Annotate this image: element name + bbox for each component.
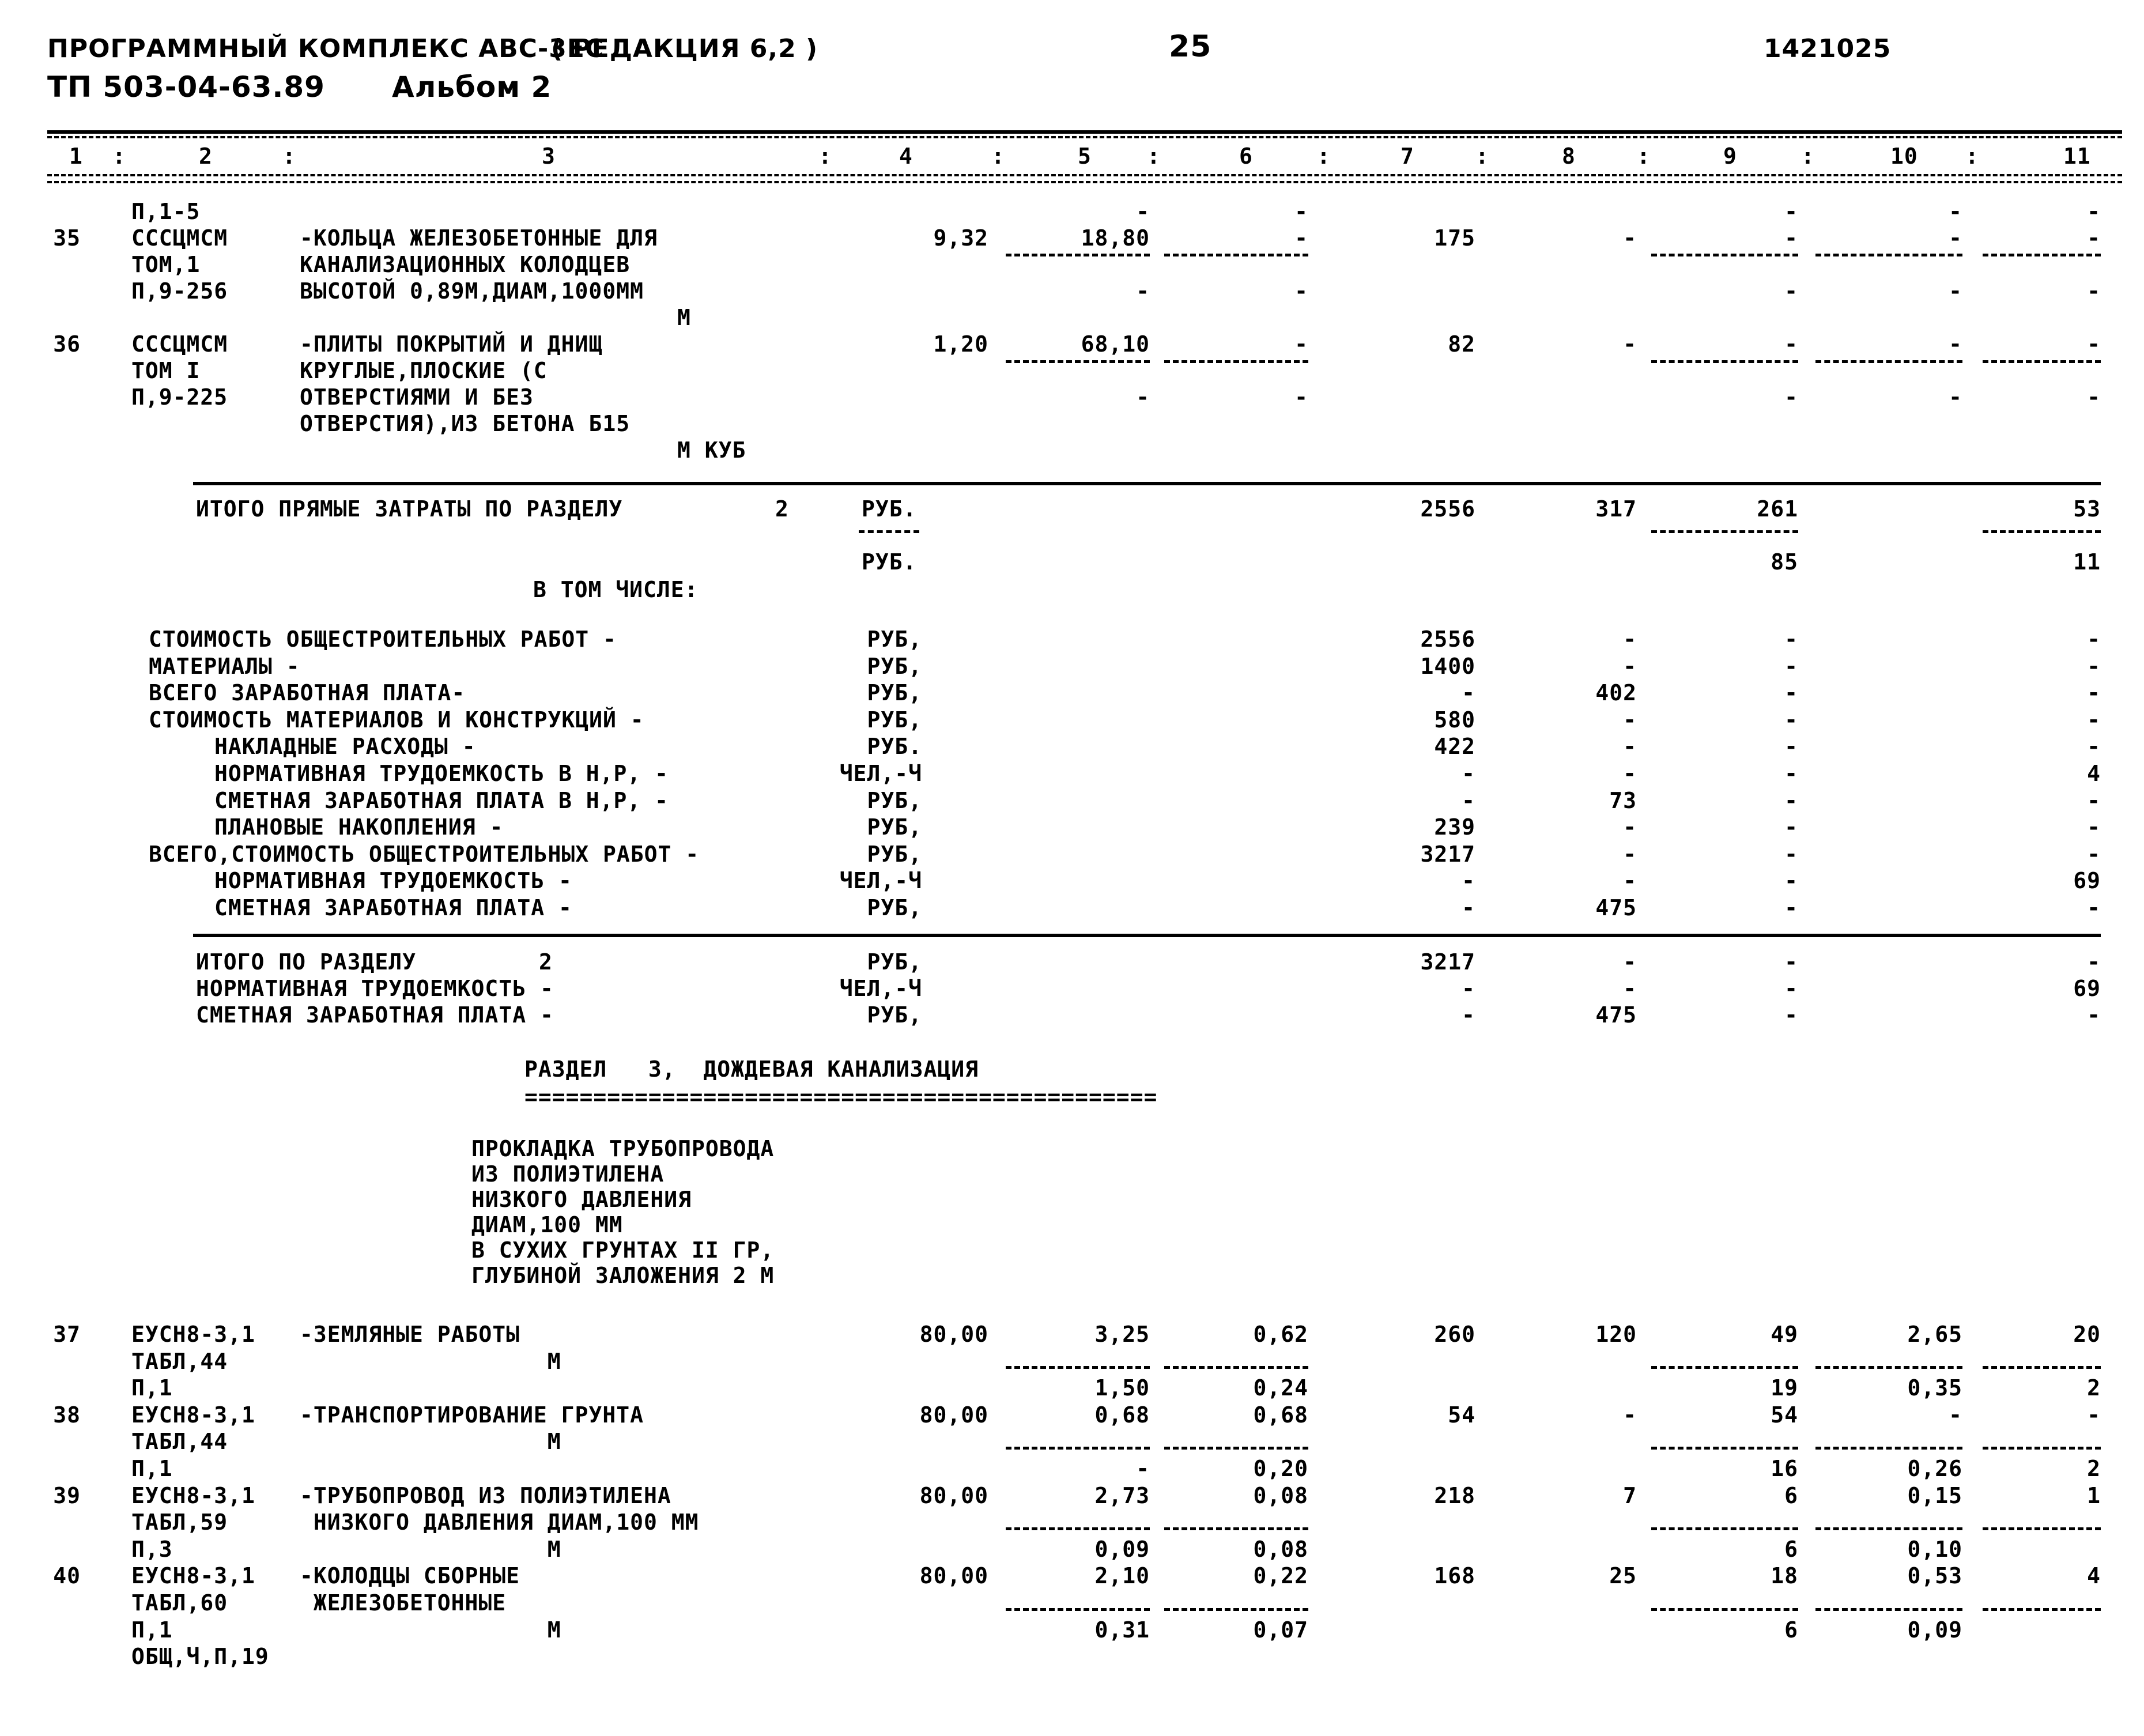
value-c5: 0,68 xyxy=(1094,1402,1150,1428)
item-description: М КУБ xyxy=(677,437,746,463)
item-description: М xyxy=(300,1429,561,1455)
value-c7: 168 xyxy=(1434,1563,1475,1589)
value-c5: 18,80 xyxy=(1081,225,1150,251)
item-code: СССЦМСМ xyxy=(131,331,228,357)
section-total-label: НОРМАТИВНАЯ ТРУДОЕМКОСТЬ - xyxy=(196,976,554,1001)
section-total-number: 2 xyxy=(539,949,553,975)
summary-unit: ЧЕЛ,-Ч xyxy=(839,868,922,894)
item-description: ЖЕЛЕЗОБЕТОННЫЕ xyxy=(300,1590,507,1616)
value-c10: - xyxy=(1949,331,1962,357)
value-c9: 19 xyxy=(1771,1375,1798,1401)
value-c10: - xyxy=(1949,384,1962,410)
totals-direct-unit2: РУБ. xyxy=(862,549,917,575)
separator-line xyxy=(1815,254,1962,256)
summary-c9: - xyxy=(1784,627,1798,652)
summary-c8: 475 xyxy=(1595,895,1637,920)
item-description: М xyxy=(300,1348,561,1374)
value-c10: - xyxy=(1949,225,1962,251)
value-c6: 0,20 xyxy=(1253,1456,1308,1481)
column-separator: : xyxy=(1317,144,1331,169)
value-c6: 0,08 xyxy=(1253,1536,1308,1562)
section-3-description: ГЛУБИНОЙ ЗАЛОЖЕНИЯ 2 М xyxy=(471,1263,775,1288)
value-c8: - xyxy=(1623,1402,1637,1428)
item-description: ВЫСОТОЙ 0,89М,ДИАМ,1000ММ xyxy=(300,278,644,304)
totals-direct-unit: РУБ. xyxy=(862,496,917,522)
value-c10: 0,53 xyxy=(1907,1563,1962,1589)
value-c11: - xyxy=(2087,199,2101,224)
summary-c11: - xyxy=(2087,814,2101,840)
separator-line xyxy=(1983,360,2101,363)
value-c11: - xyxy=(2087,331,2101,357)
totals-direct-c7: 2556 xyxy=(1420,496,1475,522)
column-header-9: 9 xyxy=(1723,144,1737,169)
section-total-label: СМЕТНАЯ ЗАРАБОТНАЯ ПЛАТА - xyxy=(196,1002,554,1028)
summary-unit: РУБ, xyxy=(867,895,922,920)
summary-c7: - xyxy=(1462,680,1475,706)
value-c4: 1,20 xyxy=(933,331,988,357)
item-description: -ПЛИТЫ ПОКРЫТИЙ И ДНИЩ xyxy=(300,331,603,357)
value-c10: 0,09 xyxy=(1907,1617,1962,1643)
value-c9: 18 xyxy=(1771,1563,1798,1589)
value-c10: 0,26 xyxy=(1907,1456,1962,1481)
item-description: ОТВЕРСТИЯ),ИЗ БЕТОНА Б15 xyxy=(300,411,631,436)
summary-label: НОРМАТИВНАЯ ТРУДОЕМКОСТЬ В Н,Р, - xyxy=(214,761,669,786)
summary-label: ВСЕГО,СТОИМОСТЬ ОБЩЕСТРОИТЕЛЬНЫХ РАБОТ - xyxy=(149,841,700,867)
value-c7: 218 xyxy=(1434,1482,1475,1508)
value-c6: 0,07 xyxy=(1253,1617,1308,1643)
column-separator: : xyxy=(991,144,1005,169)
summary-c7: 3217 xyxy=(1420,841,1475,867)
value-c7: 82 xyxy=(1448,331,1475,357)
header-rule-bottom-2 xyxy=(47,181,2122,183)
separator-line xyxy=(1983,254,2101,256)
column-header-5: 5 xyxy=(1078,144,1092,169)
summary-c9: - xyxy=(1784,895,1798,920)
item-description: -ТРУБОПРОВОД ИЗ ПОЛИЭТИЛЕНА xyxy=(300,1482,671,1508)
value-c11: - xyxy=(2087,384,2101,410)
separator-line xyxy=(1983,1527,2101,1530)
column-header-11: 11 xyxy=(2063,144,2091,169)
item-description: М xyxy=(300,1617,561,1643)
value-c9: 6 xyxy=(1784,1536,1798,1562)
value-c10: 0,35 xyxy=(1907,1375,1962,1401)
value-c5: 1,50 xyxy=(1094,1375,1150,1401)
section-total-unit: ЧЕЛ,-Ч xyxy=(839,976,922,1001)
section-3-description: НИЗКОГО ДАВЛЕНИЯ xyxy=(471,1187,692,1212)
summary-c8: - xyxy=(1623,627,1637,652)
value-c5: 68,10 xyxy=(1081,331,1150,357)
project-number: ТП 503-04-63.89 xyxy=(47,70,325,104)
item-code: ТАБЛ,44 xyxy=(131,1348,228,1374)
value-c9: 16 xyxy=(1771,1456,1798,1481)
totals-direct-c9b: 85 xyxy=(1771,549,1798,575)
summary-c11: - xyxy=(2087,841,2101,867)
value-c7: 54 xyxy=(1448,1402,1475,1428)
program-title: ПРОГРАММНЫЙ КОМПЛЕКС АВС-3ЕС xyxy=(47,34,605,63)
summary-c7: 580 xyxy=(1434,707,1475,733)
section-total-c7: - xyxy=(1462,976,1475,1001)
value-c11: - xyxy=(2087,225,2101,251)
item-description: НИЗКОГО ДАВЛЕНИЯ ДИАМ,100 ММ xyxy=(300,1509,699,1535)
separator-line xyxy=(859,530,919,533)
separator-line xyxy=(1164,1366,1308,1369)
section-total-c9: - xyxy=(1784,976,1798,1001)
header-rule-bottom xyxy=(47,174,2122,176)
summary-c7: 239 xyxy=(1434,814,1475,840)
value-c6: - xyxy=(1294,199,1308,224)
value-c11: 2 xyxy=(2087,1456,2101,1481)
section-total-c7: - xyxy=(1462,1002,1475,1028)
separator-line xyxy=(1651,360,1798,363)
section-3-description: ИЗ ПОЛИЭТИЛЕНА xyxy=(471,1161,665,1187)
summary-c9: - xyxy=(1784,653,1798,679)
totals-direct-c11: 53 xyxy=(2073,496,2101,522)
section-total-label: ИТОГО ПО РАЗДЕЛУ xyxy=(196,949,417,975)
separator-line xyxy=(1815,1366,1962,1369)
summary-unit: РУБ, xyxy=(867,707,922,733)
column-header-10: 10 xyxy=(1890,144,1918,169)
summary-c8: - xyxy=(1623,707,1637,733)
item-code: ЕУСН8-3,1 xyxy=(131,1402,255,1428)
totals-direct-c8: 317 xyxy=(1595,496,1637,522)
separator-line xyxy=(1651,1447,1798,1450)
item-description: ОТВЕРСТИЯМИ И БЕЗ xyxy=(300,384,534,410)
column-separator: : xyxy=(1475,144,1489,169)
summary-c8: 402 xyxy=(1595,680,1637,706)
section-total-c11: - xyxy=(2087,1002,2101,1028)
value-c4: 80,00 xyxy=(919,1482,988,1508)
column-separator: : xyxy=(1801,144,1815,169)
summary-c11: - xyxy=(2087,680,2101,706)
item-description: КАНАЛИЗАЦИОННЫХ КОЛОДЦЕВ xyxy=(300,252,631,277)
item-code: П,9-225 xyxy=(131,384,228,410)
summary-unit: РУБ, xyxy=(867,627,922,652)
item-code: П,9-256 xyxy=(131,278,228,304)
header-rule-top-2 xyxy=(47,136,2122,138)
value-c4: 80,00 xyxy=(919,1322,988,1347)
summary-unit: РУБ, xyxy=(867,814,922,840)
value-c6: 0,68 xyxy=(1253,1402,1308,1428)
summary-c7: - xyxy=(1462,895,1475,920)
separator-line xyxy=(1651,1608,1798,1611)
separator-line xyxy=(1815,1608,1962,1611)
separator-line xyxy=(1006,1447,1150,1450)
totals-direct-section: 2 xyxy=(775,496,789,522)
value-c9: - xyxy=(1784,384,1798,410)
item-code: П,1 xyxy=(131,1375,173,1401)
summary-c11: 4 xyxy=(2087,761,2101,786)
summary-label: МАТЕРИАЛЫ - xyxy=(149,653,300,679)
summary-c11: - xyxy=(2087,653,2101,679)
summary-c8: - xyxy=(1623,761,1637,786)
summary-c9: - xyxy=(1784,841,1798,867)
summary-c11: - xyxy=(2087,734,2101,760)
separator-line xyxy=(1983,1447,2101,1450)
totals-direct-c11b: 11 xyxy=(2073,549,2101,575)
summary-c9: - xyxy=(1784,814,1798,840)
summary-c9: - xyxy=(1784,734,1798,760)
summary-label: СМЕТНАЯ ЗАРАБОТНАЯ ПЛАТА В Н,Р, - xyxy=(214,787,669,813)
separator-line xyxy=(1983,1608,2101,1611)
item-description: -КОЛОДЦЫ СБОРНЫЕ xyxy=(300,1563,520,1589)
section-3-description: ДИАМ,100 ММ xyxy=(471,1212,623,1237)
separator-line xyxy=(1006,1366,1150,1369)
summary-c7: 1400 xyxy=(1420,653,1475,679)
separator-line xyxy=(1006,254,1150,256)
item-code: П,1-5 xyxy=(131,199,201,224)
item-number: 37 xyxy=(53,1322,81,1347)
section-total-c11: - xyxy=(2087,949,2101,975)
value-c4: 9,32 xyxy=(933,225,988,251)
item-code: СССЦМСМ xyxy=(131,225,228,251)
separator-line xyxy=(1815,360,1962,363)
value-c5: 2,73 xyxy=(1094,1482,1150,1508)
item-code: ТОМ,1 xyxy=(131,252,201,277)
separator-line xyxy=(1983,530,2101,533)
item-code: ЕУСН8-3,1 xyxy=(131,1322,255,1347)
separator-line xyxy=(1651,530,1798,533)
section-total-c8: 475 xyxy=(1595,1002,1637,1028)
value-c6: 0,62 xyxy=(1253,1322,1308,1347)
summary-label: СТОИМОСТЬ МАТЕРИАЛОВ И КОНСТРУКЦИЙ - xyxy=(149,707,644,733)
separator-line xyxy=(1983,1366,2101,1369)
section-total-c8: - xyxy=(1623,976,1637,1001)
summary-c11: - xyxy=(2087,895,2101,920)
separator-line xyxy=(1164,1527,1308,1530)
summary-c8: - xyxy=(1623,653,1637,679)
separator-line xyxy=(1006,360,1150,363)
section-3-title: РАЗДЕЛ 3, ДОЖДЕВАЯ КАНАЛИЗАЦИЯ xyxy=(524,1056,979,1082)
summary-unit: РУБ, xyxy=(867,841,922,867)
album-label: Альбом 2 xyxy=(392,70,552,104)
value-c11: - xyxy=(2087,1402,2101,1428)
item-number: 40 xyxy=(53,1563,81,1589)
summary-unit: РУБ. xyxy=(867,734,922,760)
value-c10: 0,15 xyxy=(1907,1482,1962,1508)
section-total-c7: 3217 xyxy=(1420,949,1475,975)
separator-line xyxy=(1164,254,1308,256)
summary-c8: - xyxy=(1623,814,1637,840)
summary-c8: - xyxy=(1623,868,1637,894)
column-separator: : xyxy=(1965,144,1979,169)
value-c7: 260 xyxy=(1434,1322,1475,1347)
value-c11: 4 xyxy=(2087,1563,2101,1589)
item-number: 38 xyxy=(53,1402,81,1428)
value-c5: - xyxy=(1136,199,1150,224)
summary-c11: - xyxy=(2087,787,2101,813)
column-header-8: 8 xyxy=(1562,144,1576,169)
summary-c11: 69 xyxy=(2073,868,2101,894)
summary-label: СТОИМОСТЬ ОБЩЕСТРОИТЕЛЬНЫХ РАБОТ - xyxy=(149,627,617,652)
including-label: В ТОМ ЧИСЛЕ: xyxy=(533,577,699,602)
column-separator: : xyxy=(112,144,126,169)
summary-label: НОРМАТИВНАЯ ТРУДОЕМКОСТЬ - xyxy=(214,868,572,894)
item-description: -КОЛЬЦА ЖЕЛЕЗОБЕТОННЫЕ ДЛЯ xyxy=(300,225,658,251)
section-total-unit: РУБ, xyxy=(867,949,922,975)
item-code: П,1 xyxy=(131,1456,173,1481)
item-code: ТОМ I xyxy=(131,358,201,383)
summary-c11: - xyxy=(2087,627,2101,652)
value-c9: 54 xyxy=(1771,1402,1798,1428)
value-c9: - xyxy=(1784,225,1798,251)
column-header-3: 3 xyxy=(542,144,556,169)
value-c8: - xyxy=(1623,331,1637,357)
value-c10: - xyxy=(1949,199,1962,224)
value-c10: 2,65 xyxy=(1907,1322,1962,1347)
summary-c7: 2556 xyxy=(1420,627,1475,652)
item-code: ЕУСН8-3,1 xyxy=(131,1482,255,1508)
summary-c8: - xyxy=(1623,734,1637,760)
value-c9: - xyxy=(1784,278,1798,304)
value-c6: 0,22 xyxy=(1253,1563,1308,1589)
summary-label: НАКЛАДНЫЕ РАСХОДЫ - xyxy=(214,734,476,760)
summary-c9: - xyxy=(1784,761,1798,786)
section-3-description: В СУХИХ ГРУНТАХ II ГР, xyxy=(471,1237,775,1263)
value-c5: - xyxy=(1136,278,1150,304)
value-c11: - xyxy=(2087,278,2101,304)
separator-line xyxy=(1006,1608,1150,1611)
item-code: ТАБЛ,59 xyxy=(131,1509,228,1535)
summary-c9: - xyxy=(1784,787,1798,813)
document-code: 1421025 xyxy=(1764,34,1892,63)
item-number: 36 xyxy=(53,331,81,357)
summary-c8: 73 xyxy=(1609,787,1637,813)
section-totals-rule xyxy=(193,934,2101,937)
summary-c7: - xyxy=(1462,761,1475,786)
item-number: 39 xyxy=(53,1482,81,1508)
summary-label: ВСЕГО ЗАРАБОТНАЯ ПЛАТА- xyxy=(149,680,466,706)
item-code: ТАБЛ,60 xyxy=(131,1590,228,1616)
value-c5: 0,31 xyxy=(1094,1617,1150,1643)
section-3-underline: ============================================== xyxy=(524,1084,1158,1109)
value-c6: - xyxy=(1294,331,1308,357)
summary-unit: РУБ, xyxy=(867,653,922,679)
summary-unit: ЧЕЛ,-Ч xyxy=(839,761,922,786)
item-description: -ЗЕМЛЯНЫЕ РАБОТЫ xyxy=(300,1322,520,1347)
value-c11: 20 xyxy=(2073,1322,2101,1347)
value-c11: 2 xyxy=(2087,1375,2101,1401)
summary-unit: РУБ, xyxy=(867,680,922,706)
summary-unit: РУБ, xyxy=(867,787,922,813)
summary-c11: - xyxy=(2087,707,2101,733)
value-c5: - xyxy=(1136,384,1150,410)
value-c8: 25 xyxy=(1609,1563,1637,1589)
item-description: -ТРАНСПОРТИРОВАНИЕ ГРУНТА xyxy=(300,1402,644,1428)
summary-label: СМЕТНАЯ ЗАРАБОТНАЯ ПЛАТА - xyxy=(214,895,572,920)
column-header-1: 1 xyxy=(69,144,83,169)
column-header-2: 2 xyxy=(199,144,213,169)
separator-line xyxy=(1815,1527,1962,1530)
separator-line xyxy=(1164,1608,1308,1611)
item-number: 35 xyxy=(53,225,81,251)
summary-c9: - xyxy=(1784,707,1798,733)
value-c4: 80,00 xyxy=(919,1563,988,1589)
section-total-c11: 69 xyxy=(2073,976,2101,1001)
page-number: 25 xyxy=(1169,29,1212,64)
summary-c7: 422 xyxy=(1434,734,1475,760)
value-c6: - xyxy=(1294,384,1308,410)
value-c9: 6 xyxy=(1784,1482,1798,1508)
column-separator: : xyxy=(1637,144,1651,169)
item-description: М xyxy=(677,305,691,330)
summary-c8: - xyxy=(1623,841,1637,867)
value-c5: - xyxy=(1136,1456,1150,1481)
value-c10: - xyxy=(1949,278,1962,304)
summary-c7: - xyxy=(1462,787,1475,813)
value-c9: 6 xyxy=(1784,1617,1798,1643)
value-c4: 80,00 xyxy=(919,1402,988,1428)
column-separator: : xyxy=(1147,144,1161,169)
edition-label: ( РЕДАКЦИЯ 6,2 ) xyxy=(551,34,818,63)
totals-direct-c9: 261 xyxy=(1757,496,1798,522)
section-total-unit: РУБ, xyxy=(867,1002,922,1028)
value-c10: 0,10 xyxy=(1907,1536,1962,1562)
value-c8: - xyxy=(1623,225,1637,251)
value-c5: 0,09 xyxy=(1094,1536,1150,1562)
item-code: П,1 xyxy=(131,1617,173,1643)
separator-line xyxy=(1651,254,1798,256)
totals-rule xyxy=(193,482,2101,485)
value-c8: 7 xyxy=(1623,1482,1637,1508)
item-description: М xyxy=(300,1536,561,1562)
column-header-6: 6 xyxy=(1239,144,1253,169)
column-separator: : xyxy=(282,144,296,169)
item-code: П,3 xyxy=(131,1536,173,1562)
section-total-c8: - xyxy=(1623,949,1637,975)
value-c6: - xyxy=(1294,278,1308,304)
section-total-c9: - xyxy=(1784,1002,1798,1028)
value-c11: 1 xyxy=(2087,1482,2101,1508)
value-c8: 120 xyxy=(1595,1322,1637,1347)
value-c10: - xyxy=(1949,1402,1962,1428)
value-c9: 49 xyxy=(1771,1322,1798,1347)
value-c6: 0,08 xyxy=(1253,1482,1308,1508)
value-c6: 0,24 xyxy=(1253,1375,1308,1401)
value-c5: 3,25 xyxy=(1094,1322,1150,1347)
header-rule-top xyxy=(47,130,2122,134)
column-header-7: 7 xyxy=(1401,144,1414,169)
column-header-4: 4 xyxy=(899,144,913,169)
separator-line xyxy=(1164,360,1308,363)
separator-line xyxy=(1006,1527,1150,1530)
summary-c9: - xyxy=(1784,680,1798,706)
summary-c9: - xyxy=(1784,868,1798,894)
value-c5: 2,10 xyxy=(1094,1563,1150,1589)
totals-direct-label: ИТОГО ПРЯМЫЕ ЗАТРАТЫ ПО РАЗДЕЛУ xyxy=(196,496,623,522)
separator-line xyxy=(1651,1366,1798,1369)
item-code: ТАБЛ,44 xyxy=(131,1429,228,1455)
value-c6: - xyxy=(1294,225,1308,251)
section-total-c9: - xyxy=(1784,949,1798,975)
item-code: ОБЩ,Ч,П,19 xyxy=(131,1644,269,1670)
item-description: КРУГЛЫЕ,ПЛОСКИЕ (С xyxy=(300,358,548,383)
summary-c7: - xyxy=(1462,868,1475,894)
separator-line xyxy=(1164,1447,1308,1450)
summary-label: ПЛАНОВЫЕ НАКОПЛЕНИЯ - xyxy=(214,814,504,840)
value-c7: 175 xyxy=(1434,225,1475,251)
separator-line xyxy=(1815,1447,1962,1450)
section-3-description: ПРОКЛАДКА ТРУБОПРОВОДА xyxy=(471,1136,775,1161)
item-code: ЕУСН8-3,1 xyxy=(131,1563,255,1589)
value-c9: - xyxy=(1784,199,1798,224)
separator-line xyxy=(1651,1527,1798,1530)
value-c9: - xyxy=(1784,331,1798,357)
column-separator: : xyxy=(818,144,832,169)
